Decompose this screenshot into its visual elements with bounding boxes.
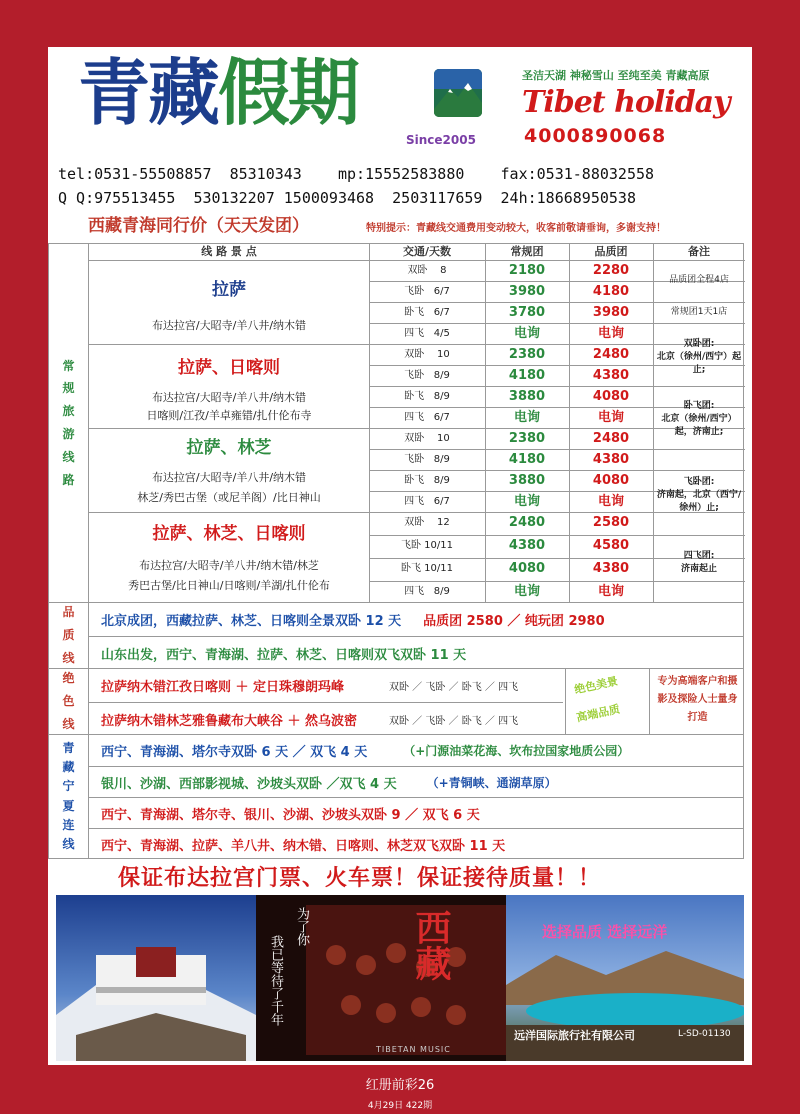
remark-wofei <box>653 400 745 439</box>
transport-days: 双卧 8 <box>407 265 447 276</box>
premium-price: 2480 <box>592 347 630 362</box>
transport-days: 飞卧 6/7 <box>404 286 450 297</box>
special-route: 拉萨纳木错林芝雅鲁藏布大峡谷 ＋ 然乌波密 <box>101 713 358 729</box>
badge-quality: 高端品质 <box>575 702 621 725</box>
route-spots: 布达拉宫/大昭寺/羊八井/纳木错 <box>151 391 307 404</box>
route-group-lhasa <box>89 260 369 344</box>
guarantee-banner: 保证布达拉宫门票、火车票！保证接待质量！！ <box>118 866 602 891</box>
special-notice: 特别提示：青藏线交通费用变动较大，收客前敬请垂询，多谢支持！ <box>366 223 666 234</box>
transport-days: 四飞 6/7 <box>404 412 450 423</box>
agency-name: 远洋国际旅行社有限公司 <box>514 1029 635 1042</box>
price-row <box>369 512 745 533</box>
english-title: Tibet holiday <box>522 85 730 120</box>
license-number: L-SD-01130 <box>678 1029 731 1039</box>
remark-text: 济南起止 <box>680 564 717 574</box>
special-label <box>49 669 89 734</box>
label-char: 夏 <box>62 798 75 813</box>
premium-price: 2580 <box>592 515 630 530</box>
regular-price: 电询 <box>513 326 540 341</box>
route-group-lhasa-nyingchi-shigatse <box>89 512 369 604</box>
premium-price: 2280 <box>592 263 630 278</box>
transport-days: 飞卧 10/11 <box>401 540 453 551</box>
qinghai-line-2 <box>89 766 743 797</box>
special-line-1 <box>89 669 563 702</box>
banner-text: 选择品质 选择远洋 <box>542 923 668 941</box>
label-char: 游 <box>62 427 75 441</box>
transport-days: 飞卧 8/9 <box>404 370 450 381</box>
regular-price: 3880 <box>508 473 546 488</box>
transport-days: 双卧 10 <box>404 349 450 360</box>
premium-price: 电询 <box>597 410 624 425</box>
calligraphy-text: 西藏 <box>410 909 452 981</box>
label-char: 常 <box>62 358 75 373</box>
label-char: 线 <box>62 449 75 464</box>
label-char: 绝 <box>62 671 75 686</box>
remark-title: 四飞团: <box>683 551 715 561</box>
premium-price: 3980 <box>592 305 630 320</box>
route-spots: 林芝/秀巴古堡（或尼羊阁）/比日神山 <box>137 491 321 504</box>
special-badge-area <box>565 669 649 735</box>
premium-price: 4380 <box>592 561 630 576</box>
regular-price: 4180 <box>508 368 546 383</box>
qinghai-line-4: 西宁、青海湖、拉萨、羊八井、纳木错、日喀则、林芝双飞双卧 11 天 <box>89 828 743 859</box>
premium-price: 电询 <box>597 326 624 341</box>
brand-part2: 假期 <box>218 50 359 135</box>
remark-text: 济南起，北京（西宁/徐州）止; <box>656 490 742 513</box>
header-route: 线 路 景 点 <box>201 245 257 258</box>
qinghai-extra: （+青铜峡、通湖草原） <box>426 775 557 790</box>
transport-days: 飞卧 8/9 <box>404 454 450 465</box>
label-char: 路 <box>62 472 75 487</box>
transport-days: 卧飞 6/7 <box>404 307 450 318</box>
regular-price: 3880 <box>508 389 546 404</box>
brand-part1: 青藏 <box>78 50 219 135</box>
issue-label: 4月29日 422期 <box>367 1101 433 1111</box>
page-label: 红册前彩26 <box>365 1078 435 1093</box>
special-transport: 双卧 ／ 飞卧 ／ 卧飞 ／ 四飞 <box>389 715 519 727</box>
contact-qq: Q Q:975513455 530132207 1500093468 2503117659 24h:18668950538 <box>58 189 636 207</box>
regular-price: 2380 <box>508 431 546 446</box>
label-char: 藏 <box>62 760 75 775</box>
label-char: 品 <box>62 605 75 620</box>
quality-label <box>49 603 89 668</box>
premium-price: 4080 <box>592 389 630 404</box>
route-title: 拉萨、林芝 <box>186 438 272 458</box>
header-premium: 品质团 <box>594 245 628 258</box>
regular-price: 2380 <box>508 347 546 362</box>
price-row <box>369 449 745 470</box>
qinghai-label <box>49 735 89 858</box>
route-spots: 日喀则/江孜/羊卓雍错/扎什伦布寺 <box>146 409 312 422</box>
transport-days: 卧飞 8/9 <box>404 391 450 402</box>
price-row <box>369 581 745 602</box>
remark-sifei <box>653 550 745 576</box>
lake-photo <box>506 895 744 1061</box>
label-char: 色 <box>62 694 75 709</box>
header-regular: 常规团 <box>510 245 544 258</box>
music-caption: TIBETAN MUSIC <box>376 1045 451 1054</box>
qinghai-route: 银川、沙湖、西部影视城、沙坡头双卧 ／双飞 4 天 <box>101 776 397 792</box>
price-subtitle: 西藏青海同行价（天天发团） <box>88 216 309 236</box>
since-label: Since2005 <box>406 133 476 147</box>
remark-feiwo <box>653 476 745 515</box>
regular-price: 4380 <box>508 538 546 553</box>
flyer-page <box>48 47 752 1065</box>
photo-strip <box>56 895 744 1061</box>
mountain-logo-icon <box>434 69 482 117</box>
label-char: 旅 <box>62 404 75 419</box>
remark-title: 双卧团: <box>683 339 715 349</box>
transport-days: 卧飞 8/9 <box>404 475 450 486</box>
label-char: 线 <box>62 716 75 731</box>
special-line-2 <box>89 702 563 735</box>
hotline-number: 4000890068 <box>524 125 667 147</box>
header-transport: 交通/天数 <box>402 245 452 258</box>
label-char: 线 <box>62 836 75 851</box>
regular-price: 电询 <box>513 410 540 425</box>
quality-section <box>48 603 744 669</box>
route-group-lhasa-nyingchi <box>89 428 369 512</box>
regular-price: 3780 <box>508 305 546 320</box>
potala-palace-photo <box>56 895 256 1061</box>
label-char: 线 <box>62 650 75 665</box>
quality-price: 品质团 2580 ／ 纯玩团 2980 <box>423 614 605 629</box>
qinghai-line-1 <box>89 735 743 766</box>
label-char: 连 <box>62 817 75 832</box>
premium-price: 4580 <box>592 538 630 553</box>
route-title: 拉萨 <box>212 280 246 300</box>
premium-price: 4380 <box>592 368 630 383</box>
regular-price: 4180 <box>508 452 546 467</box>
route-title: 拉萨、日喀则 <box>178 358 280 378</box>
premium-price: 2480 <box>592 431 630 446</box>
label-char: 宁 <box>62 779 75 794</box>
remark-title: 飞卧团: <box>683 477 715 487</box>
premium-price: 电询 <box>597 584 624 599</box>
transport-days: 双卧 10 <box>404 433 450 444</box>
regular-price: 2180 <box>508 263 546 278</box>
qinghai-extra: （+门源油菜花海、坎布拉国家地质公园） <box>403 744 630 758</box>
transport-days: 卧飞 10/11 <box>401 563 453 574</box>
remark-stores-premium: 品质团全程4店 <box>669 275 729 285</box>
label-char: 规 <box>62 381 75 396</box>
transport-days: 四飞 6/7 <box>404 496 450 507</box>
route-spots: 布达拉宫/大昭寺/羊八井/纳木错/林芝 <box>139 559 319 572</box>
regular-price: 电询 <box>513 584 540 599</box>
badge-beauty: 绝色美景 <box>573 674 619 697</box>
regular-price: 电询 <box>513 494 540 509</box>
transport-days: 四飞 8/9 <box>404 586 450 597</box>
special-route: 拉萨纳木错江孜日喀则 ＋ 定日珠穆朗玛峰 <box>101 680 345 695</box>
remark-title: 卧飞团: <box>683 401 715 411</box>
poem-line-2: 我已等待了千年 <box>268 935 283 1026</box>
transport-days: 双卧 12 <box>404 517 450 528</box>
transport-days: 四飞 4/5 <box>404 328 450 339</box>
route-group-lhasa-shigatse <box>89 344 369 428</box>
quality-line-2: 山东出发，西宁、青海湖、拉萨、林芝、日喀则双飞双卧 11 天 <box>89 636 743 669</box>
special-transport: 双卧 ／ 飞卧 ／ 卧飞 ／ 四飞 <box>389 682 519 693</box>
qinghai-line-3: 西宁、青海湖、塔尔寺、银川、沙湖、沙坡头双卧 9 ／ 双飞 6 天 <box>89 797 743 828</box>
premium-price: 4180 <box>592 284 630 299</box>
label-char: 青 <box>62 740 75 755</box>
regular-route-label <box>49 244 89 602</box>
premium-price: 电询 <box>597 494 624 509</box>
remark-text: 北京（徐州/西宁）起止; <box>656 352 742 375</box>
brand-title <box>78 50 359 135</box>
header-remark: 备注 <box>688 245 710 258</box>
regular-price: 3980 <box>508 284 546 299</box>
quality-route: 北京成团，西藏拉萨、林芝、日喀则全景双卧 12 天 <box>101 614 402 629</box>
poem-line-1: 为了你 <box>294 907 309 946</box>
label-char: 质 <box>62 628 75 643</box>
slogan: 圣洁天湖 神秘雪山 至纯至美 青藏高原 <box>522 69 710 82</box>
quality-line-1 <box>89 603 743 636</box>
remark-text: 北京（徐州/西宁）起，济南止; <box>661 414 737 437</box>
qinghai-section <box>48 735 744 859</box>
route-spots: 秀巴古堡/比日神山/日喀则/羊湖/扎什伦布 <box>128 579 330 592</box>
special-remark: 专为高端客户和摄影及探险人士量身打造 <box>649 669 745 735</box>
qinghai-route: 西宁、青海湖、塔尔寺双卧 6 天 ／ 双飞 4 天 <box>101 745 368 760</box>
remark-stores-regular: 常规团1天1店 <box>670 307 728 317</box>
regular-price: 2480 <box>508 515 546 530</box>
monks-photo <box>256 895 506 1061</box>
remark-shuangwo <box>653 338 745 377</box>
route-spots: 布达拉宫/大昭寺/羊八井/纳木错 <box>151 319 307 332</box>
route-title: 拉萨、林芝、日喀则 <box>152 524 306 544</box>
premium-price: 4080 <box>592 473 630 488</box>
price-table <box>48 243 744 603</box>
contact-phones: tel:0531-55508857 85310343 mp:15552583880 fax:0531-88032558 <box>58 165 655 183</box>
regular-price: 4080 <box>508 561 546 576</box>
special-section <box>48 669 744 735</box>
route-spots: 布达拉宫/大昭寺/羊八井/纳木错 <box>151 471 307 484</box>
premium-price: 4380 <box>592 452 630 467</box>
